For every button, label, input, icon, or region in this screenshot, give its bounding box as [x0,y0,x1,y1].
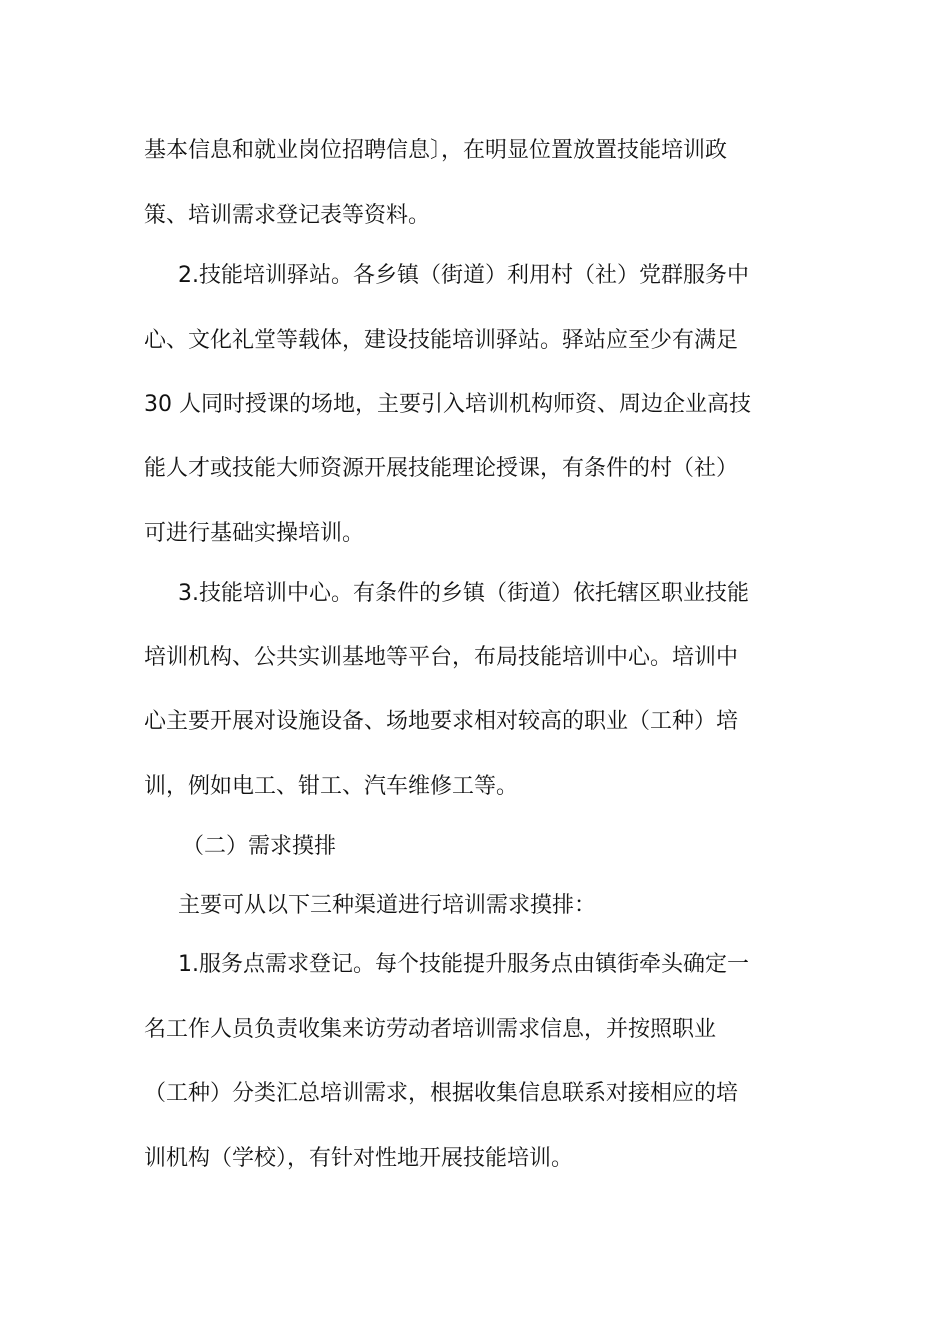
text-line: 30 人同时授课的场地，主要引入培训机构师资、周边企业高技 [144,392,751,417]
text-line: 策、培训需求登记表等资料。 [144,203,431,228]
text-line: 心、文化礼堂等载体，建设技能培训驿站。驿站应至少有满足 [144,328,739,353]
text-line: 训机构（学校），有针对性地开展技能培训。 [144,1146,574,1171]
text-line: 训，例如电工、钳工、汽车维修工等。 [144,774,519,799]
text-line: 主要可从以下三种渠道进行培训需求摸排： [178,893,597,918]
text-line: 2.技能培训驿站。各乡镇（街道）利用村（社）党群服务中 [178,263,749,288]
text-line: 心主要开展对设施设备、场地要求相对较高的职业（工种）培 [144,709,739,734]
text-line: 培训机构、公共实训基地等平台，布局技能培训中心。培训中 [144,645,739,670]
text-line: 基本信息和就业岗位招聘信息〕，在明显位置放置技能培训政 [144,138,728,163]
text-line: 可进行基础实操培训。 [144,521,365,546]
section-heading: （二）需求摸排 [182,834,337,859]
text-line: 能人才或技能大师资源开展技能理论授课，有条件的村（社） [144,456,739,481]
text-line: （工种）分类汇总培训需求，根据收集信息联系对接相应的培 [144,1081,739,1106]
text-line: 1.服务点需求登记。每个技能提升服务点由镇街牵头确定一 [178,952,749,977]
text-line: 3.技能培训中心。有条件的乡镇（街道）依托辖区职业技能 [178,581,749,606]
text-line: 名工作人员负责收集来访劳动者培训需求信息，并按照职业 [144,1017,717,1042]
